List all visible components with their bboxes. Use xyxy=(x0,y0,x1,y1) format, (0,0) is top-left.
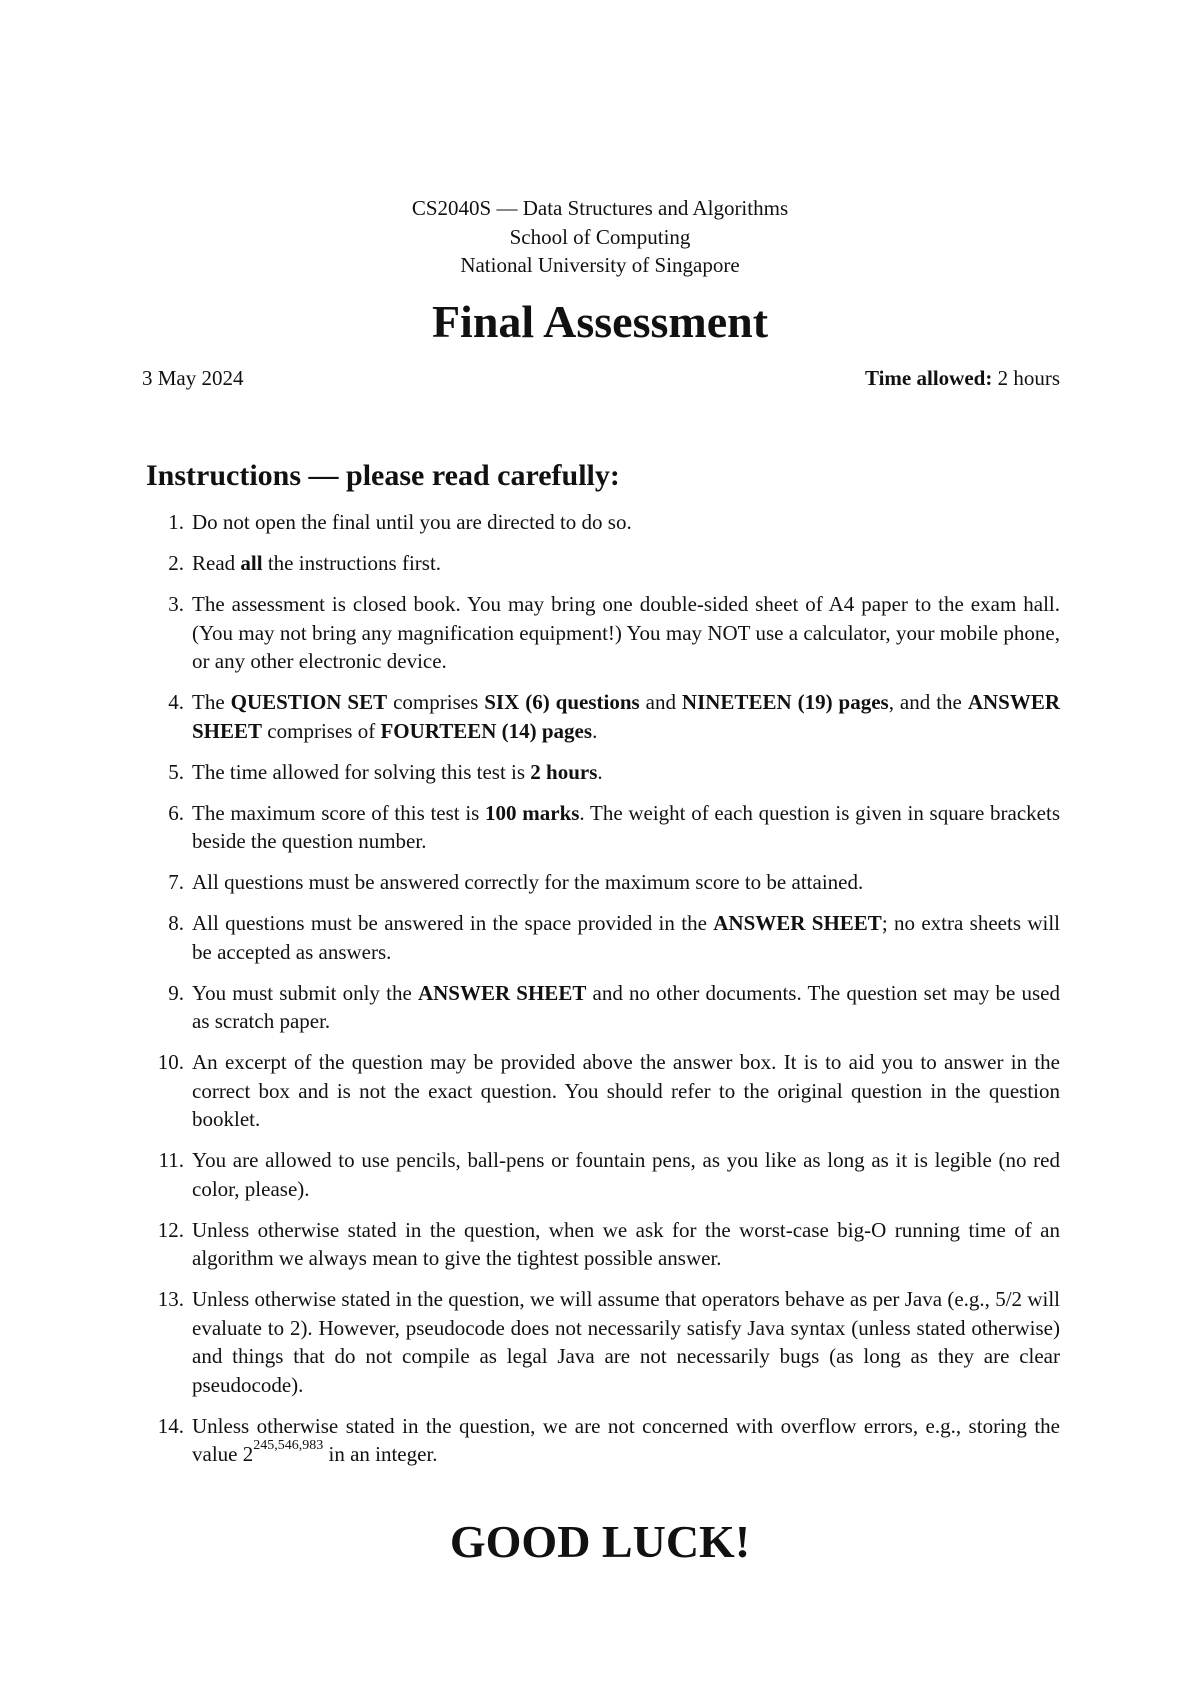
instruction-segment: . xyxy=(592,718,598,743)
instruction-item xyxy=(146,868,1060,897)
instruction-text xyxy=(192,549,1060,578)
instruction-emphasis: ANSWER SHEET xyxy=(192,690,1060,743)
instruction-text xyxy=(192,508,1060,537)
instruction-number: 1. xyxy=(168,510,184,534)
instruction-text xyxy=(192,1285,1060,1399)
instruction-item xyxy=(146,1216,1060,1273)
instruction-text xyxy=(192,1146,1060,1203)
instruction-segment: Read xyxy=(192,551,241,575)
time-allowed xyxy=(865,364,1060,392)
instruction-item xyxy=(146,508,1060,537)
instruction-segment: in an integer. xyxy=(323,1442,438,1466)
instruction-number: 12. xyxy=(157,1217,184,1242)
instruction-segment: the instructions first. xyxy=(262,551,442,575)
instruction-text xyxy=(192,868,1060,897)
course-title: CS2040S — Data Structures and Algorithms xyxy=(411,196,789,220)
instruction-emphasis: 2 hours xyxy=(530,759,598,784)
instruction-segment: The xyxy=(192,690,231,714)
page-title: Final Assessment xyxy=(431,296,769,347)
instruction-number: 8. xyxy=(168,911,184,935)
instruction-segment: All questions must be answered in the space provided in the xyxy=(192,911,714,935)
instruction-text xyxy=(192,1412,1060,1469)
time-allowed-value: 2 hours xyxy=(997,366,1060,390)
instruction-exponent: 245,546,983 xyxy=(253,1438,324,1453)
instruction-text xyxy=(192,1048,1060,1134)
instruction-segment: Unless otherwise stated in the question, we are not concerned with overflow errors, e.g., storing the value 2 xyxy=(192,1413,1060,1466)
instruction-segment: You are allowed to use pencils, ball-pens or fountain pens, as you like as long as it is legible (no red color, please). xyxy=(192,1148,1060,1201)
university-name: National University of Singapore xyxy=(460,253,740,277)
instruction-segment: and xyxy=(639,690,682,714)
instruction-item xyxy=(146,1048,1060,1134)
instruction-item xyxy=(146,549,1060,578)
instruction-number: 10. xyxy=(157,1050,184,1074)
instruction-text xyxy=(192,590,1060,676)
instruction-segment: comprises xyxy=(387,690,485,714)
instruction-segment: . The weight of each question is given in square brackets beside the question number. xyxy=(192,800,1061,853)
instruction-emphasis: 100 marks xyxy=(485,800,580,825)
instruction-number: 2. xyxy=(168,551,184,575)
instruction-item xyxy=(146,590,1060,676)
instruction-emphasis: QUESTION SET xyxy=(230,690,388,714)
instruction-text xyxy=(192,979,1060,1036)
instruction-number: 7. xyxy=(168,870,184,894)
instruction-segment: Unless otherwise stated in the question, we will assume that operators behave as per Java (e.g., 5/2 will evaluate to 2). However, pseudocode does not necessarily satisfy Java syntax (unless stated otherwise) and things that do not compile as legal Java are not necessarily bugs (as long as they are clear pseudocode). xyxy=(192,1287,1060,1397)
instruction-item xyxy=(146,909,1060,966)
instruction-segment: The maximum score of this test is xyxy=(192,800,486,825)
instruction-item xyxy=(146,1412,1060,1469)
instructions-heading: Instructions — please read carefully: xyxy=(146,459,620,492)
instruction-number: 13. xyxy=(157,1287,184,1311)
instruction-emphasis: NINETEEN (19) pages xyxy=(681,690,889,714)
instruction-text xyxy=(192,799,1060,856)
instruction-text xyxy=(192,909,1060,966)
instruction-segment: , and the xyxy=(888,690,968,714)
instruction-segment: All questions must be answered correctly for the maximum score to be attained. xyxy=(192,870,864,894)
instruction-text xyxy=(192,758,1060,787)
instruction-number: 14. xyxy=(157,1413,184,1438)
course-header xyxy=(0,194,1200,280)
instruction-item xyxy=(146,1285,1060,1399)
exam-meta xyxy=(142,364,1060,392)
exam-date: 3 May 2024 xyxy=(142,366,244,390)
instruction-segment: The assessment is closed book. You may bring one double-sided sheet of A4 paper to the exam hall. (You may not bring any magnification equipment!) You may NOT use a calculator, your mobile phone, or any other electronic device. xyxy=(192,592,1060,673)
instruction-segment: You must submit only the xyxy=(192,980,418,1005)
instruction-segment: Unless otherwise stated in the question, when we ask for the worst-case big-O running time of an algorithm we always mean to give the tightest possible answer. xyxy=(192,1217,1060,1270)
instruction-text xyxy=(192,688,1060,745)
instruction-item xyxy=(146,979,1060,1036)
instruction-item xyxy=(146,799,1060,856)
instruction-item xyxy=(146,1146,1060,1203)
instruction-emphasis: SIX (6) questions xyxy=(484,690,640,714)
instruction-emphasis: ANSWER SHEET xyxy=(417,980,587,1005)
instructions-list xyxy=(146,508,1060,1481)
instruction-emphasis: FOURTEEN (14) pages xyxy=(380,718,593,743)
school-name: School of Computing xyxy=(509,224,691,249)
instruction-number: 3. xyxy=(168,592,184,616)
instruction-segment: The time allowed for solving this test is xyxy=(192,759,531,784)
instruction-segment: An excerpt of the question may be provided above the answer box. It is to aid you to answer in the correct box and is not the exact question. You should refer to the original question in the question booklet. xyxy=(192,1050,1060,1131)
instruction-number: 5. xyxy=(168,759,184,784)
instruction-segment: ; no extra sheets will be accepted as answers. xyxy=(192,911,1061,964)
instruction-segment: Do not open the final until you are directed to do so. xyxy=(192,510,632,534)
instruction-segment: . xyxy=(597,759,603,784)
instruction-number: 4. xyxy=(168,690,184,714)
instruction-number: 6. xyxy=(168,800,184,825)
time-allowed-label: Time allowed: xyxy=(864,366,993,390)
instruction-segment: comprises of xyxy=(262,718,381,743)
instruction-segment: and no other documents. The question set may be used as scratch paper. xyxy=(192,980,1060,1033)
instruction-emphasis: all xyxy=(240,551,263,575)
instruction-number: 9. xyxy=(168,980,184,1005)
instruction-item xyxy=(146,688,1060,745)
instruction-number: 11. xyxy=(158,1148,184,1172)
instruction-emphasis: ANSWER SHEET xyxy=(713,911,882,935)
closing-message: GOOD LUCK! xyxy=(449,1516,751,1567)
instruction-text xyxy=(192,1216,1060,1273)
instruction-item xyxy=(146,758,1060,787)
